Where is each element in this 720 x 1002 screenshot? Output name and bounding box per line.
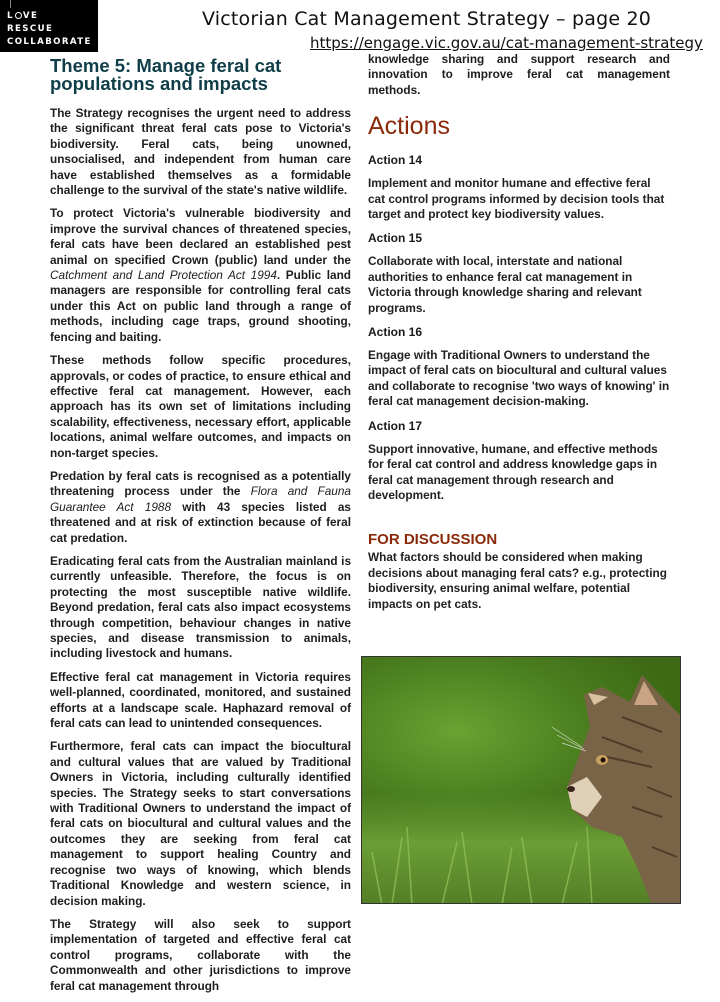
right-column bbox=[368, 52, 670, 621]
left-column bbox=[50, 57, 351, 1002]
action-title: Action 15 bbox=[368, 231, 423, 246]
act-citation-catchment: Catchment and Land Protection Act 1994 bbox=[50, 268, 277, 283]
action-body: Implement and monitor humane and effective feral cat control programs informed by decision tools that target and protect key biodiversity values. bbox=[368, 176, 665, 222]
action-item-16 bbox=[368, 325, 670, 410]
paragraph-continuation: knowledge sharing and support research and innovation to improve feral cat management methods. bbox=[368, 52, 670, 97]
logo-letter-l: L bbox=[7, 11, 14, 21]
feral-cat-photo bbox=[361, 656, 681, 904]
actions-heading: Actions bbox=[368, 112, 450, 141]
paragraph-eradicating: Eradicating feral cats from the Australian mainland is currently unfeasible. Therefore, the focus is on protecting the most susceptible native wildlife. Beyond predation, feral cats also impact ecosystems through competition, behaviour changes in native species, and disease transmission to animals, including livestock and humans. bbox=[50, 553, 351, 661]
for-discussion-heading: FOR DISCUSSION bbox=[368, 531, 498, 549]
paragraph-effective-management: Effective feral cat management in Victoria requires well-planned, coordinated, monitored, and sustained efforts at a landscape scale. Haphazard removal of feral cats can lead to unintended consequences. bbox=[50, 669, 351, 731]
logo-letters-ve: VE bbox=[22, 11, 39, 21]
paragraph-methods: These methods follow specific procedures, approvals, or codes of practice, to ensure ethical and effective feral cat management. However, each approach has its own set of limitations including scalability, effectiveness, necessary effort, applicable locations, animal welfare outcomes, and impacts on non-target species. bbox=[50, 353, 351, 460]
paragraph-support-implementation: The Strategy will also seek to support implementation of targeted and effective feral cat control programs, collaborate with the Commonwealth and other jurisdictions to improve feral cat management through bbox=[50, 916, 351, 993]
action-title: Action 14 bbox=[368, 153, 423, 168]
logo-line-rescue: RESCUE bbox=[7, 24, 54, 34]
para4-text-before: Predation by feral cats is recognised as a potentially threatening process under the bbox=[50, 468, 351, 499]
logo-line-collaborate: COLLABORATE bbox=[7, 37, 92, 47]
action-title: Action 17 bbox=[368, 418, 423, 433]
action-body: Collaborate with local, interstate and national authorities to enhance feral cat management in Victoria through knowledge sharing and relevant programs. bbox=[368, 254, 642, 315]
strategy-url-link[interactable]: https://engage.vic.gov.au/cat-management-strategy bbox=[310, 34, 703, 52]
paragraph-strategy-intro: The Strategy recognises the urgent need to address the significant threat feral cats pose to Victoria's biodiversity. Feral cats, being unowned, unsocialised, and independent from human care have established themselves as a formidable challenge to the survival of the state's native wildlife. bbox=[50, 106, 351, 198]
action-item-14 bbox=[368, 153, 670, 222]
paragraph-protect-victoria bbox=[50, 206, 351, 345]
page-title: Victorian Cat Management Strategy – page 20 bbox=[202, 8, 652, 30]
action-item-17 bbox=[368, 419, 670, 504]
action-body: Engage with Traditional Owners to understand the impact of feral cats on biocultural and cultural values and collaborate to recognise 'two ways of knowing' in feral cat management decision-making. bbox=[368, 348, 670, 409]
tag-string-decoration bbox=[10, 0, 11, 8]
heart-tag-icon bbox=[15, 12, 22, 19]
para2-text-before: To protect Victoria's vulnerable biodiversity and improve the survival chances of threatened species, feral cats have been declared an established pest animal on specified Crown (public) land under the bbox=[50, 206, 351, 267]
para4-text-after: with 43 species listed as threatened and at risk of extinction because of feral cat predation. bbox=[50, 499, 351, 545]
theme-heading-line-2: populations and impacts bbox=[50, 73, 268, 94]
cat-illustration-icon bbox=[362, 657, 681, 904]
action-item-15 bbox=[368, 231, 670, 316]
discussion-question: What factors should be considered when making decisions about managing feral cats? e.g., protecting biodiversity, ensuring animal welfare, potential impacts on pet cats. bbox=[368, 550, 667, 611]
para2-text-after: . Public land managers are responsible for controlling feral cats under this Act on public land through a range of methods, including cage traps, ground shooting, fencing and baiting. bbox=[50, 268, 351, 344]
paragraph-traditional-owners: Furthermore, feral cats can impact the biocultural and cultural values that are valued by Traditional Owners in Victoria, including culturally identified species. The Strategy seeks to start conversations with Traditional Owners to understand the impact of feral cats on biocultural and cultural values and the outcomes they are seeking from feral cat management to support healing Country and recognise two ways of knowing, which blends Traditional Knowledge and western science, in decision making. bbox=[50, 739, 351, 908]
theme-heading-line-1: Theme 5: Manage feral cat bbox=[50, 55, 282, 76]
theme-heading bbox=[50, 57, 351, 93]
paragraph-predation bbox=[50, 469, 351, 546]
logo-line-love bbox=[7, 10, 98, 23]
action-title: Action 16 bbox=[368, 325, 423, 340]
act-citation-flora-fauna: Flora and Fauna Guarantee Act 1988 bbox=[50, 484, 351, 514]
love-rescue-collaborate-logo bbox=[0, 0, 98, 52]
action-body: Support innovative, humane, and effective methods for feral cat control and address knowledge gaps in feral cat management through research and development. bbox=[368, 441, 658, 502]
